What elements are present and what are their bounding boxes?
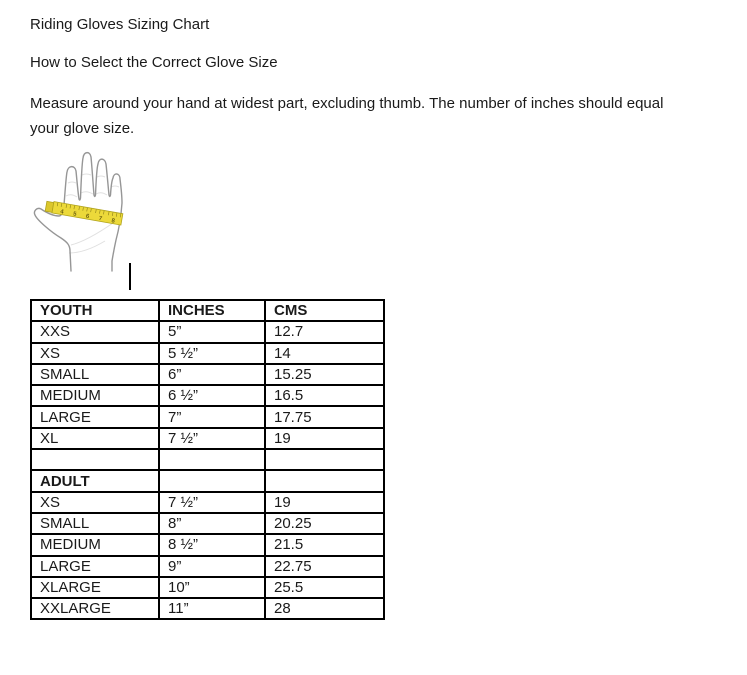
table-row (31, 513, 384, 534)
table-cell: XXS (31, 321, 159, 342)
table-cell: LARGE (31, 406, 159, 427)
table-cell: XXLARGE (31, 598, 159, 619)
table-cell: 22.75 (265, 556, 384, 577)
table-row (31, 406, 384, 427)
table-cell: 21.5 (265, 534, 384, 555)
table-cell: SMALL (31, 364, 159, 385)
table-cell: 6 ½” (159, 385, 265, 406)
table-cell: 20.25 (265, 513, 384, 534)
table-body (31, 321, 384, 619)
column-header-cms: CMS (265, 300, 384, 321)
table-cell: 5 ½” (159, 343, 265, 364)
tape-number-7: 7 (98, 215, 103, 223)
table-cell: 19 (265, 492, 384, 513)
column-header-inches: INCHES (159, 300, 265, 321)
table-header-row (31, 300, 384, 321)
paragraph-line-2: your glove size. (30, 120, 135, 137)
table-row (31, 428, 384, 449)
table-cell: 8” (159, 513, 265, 534)
table-cell: 9” (159, 556, 265, 577)
table-cell: 12.7 (265, 321, 384, 342)
table-cell: MEDIUM (31, 534, 159, 555)
table-cell (159, 470, 265, 491)
tape-number-4: 4 (59, 209, 65, 216)
table-cell: 19 (265, 428, 384, 449)
table-cell: MEDIUM (31, 385, 159, 406)
tape-number-6: 6 (85, 213, 90, 221)
table-cell (265, 449, 384, 470)
document-subtitle: How to Select the Correct Glove Size (30, 54, 278, 71)
table-cell: 7 ½” (159, 492, 265, 513)
table-cell: 25.5 (265, 577, 384, 598)
table-cell: 8 ½” (159, 534, 265, 555)
document-title: Riding Gloves Sizing Chart (30, 16, 210, 33)
table-cell: 16.5 (265, 385, 384, 406)
table-row (31, 577, 384, 598)
table-cell: SMALL (31, 513, 159, 534)
tape-number-5: 5 (72, 211, 77, 218)
table-cell: XLARGE (31, 577, 159, 598)
table-cell: XS (31, 492, 159, 513)
column-header-youth: YOUTH (31, 300, 159, 321)
table-row (31, 598, 384, 619)
paragraph-line-1: Measure around your hand at widest part, excluding thumb. The number of inches should equal (30, 95, 664, 112)
table-cell (159, 449, 265, 470)
table-cell: 14 (265, 343, 384, 364)
table-cell: 28 (265, 598, 384, 619)
table-row (31, 556, 384, 577)
table-row (31, 492, 384, 513)
table-cell (265, 470, 384, 491)
table-cell: 11” (159, 598, 265, 619)
sizing-table (30, 299, 385, 620)
tape-number-8: 8 (110, 218, 116, 225)
table-row (31, 470, 384, 491)
table-row (31, 343, 384, 364)
table-cell: 7 ½” (159, 428, 265, 449)
table-cell: 15.25 (265, 364, 384, 385)
table-cell: 6” (159, 364, 265, 385)
table-cell: 7” (159, 406, 265, 427)
table-row (31, 321, 384, 342)
table-cell: ADULT (31, 470, 159, 491)
table-cell: 17.75 (265, 406, 384, 427)
table-row (31, 534, 384, 555)
table-cell (31, 449, 159, 470)
table-row (31, 449, 384, 470)
table-cell: XS (31, 343, 159, 364)
table-cell: 5” (159, 321, 265, 342)
table-row (31, 385, 384, 406)
hand-measurement-illustration (25, 145, 165, 275)
table-cell: XL (31, 428, 159, 449)
table-cell: 10” (159, 577, 265, 598)
intro-paragraph (30, 91, 747, 141)
table-row (31, 364, 384, 385)
text-cursor[interactable] (129, 263, 131, 290)
table-cell: LARGE (31, 556, 159, 577)
